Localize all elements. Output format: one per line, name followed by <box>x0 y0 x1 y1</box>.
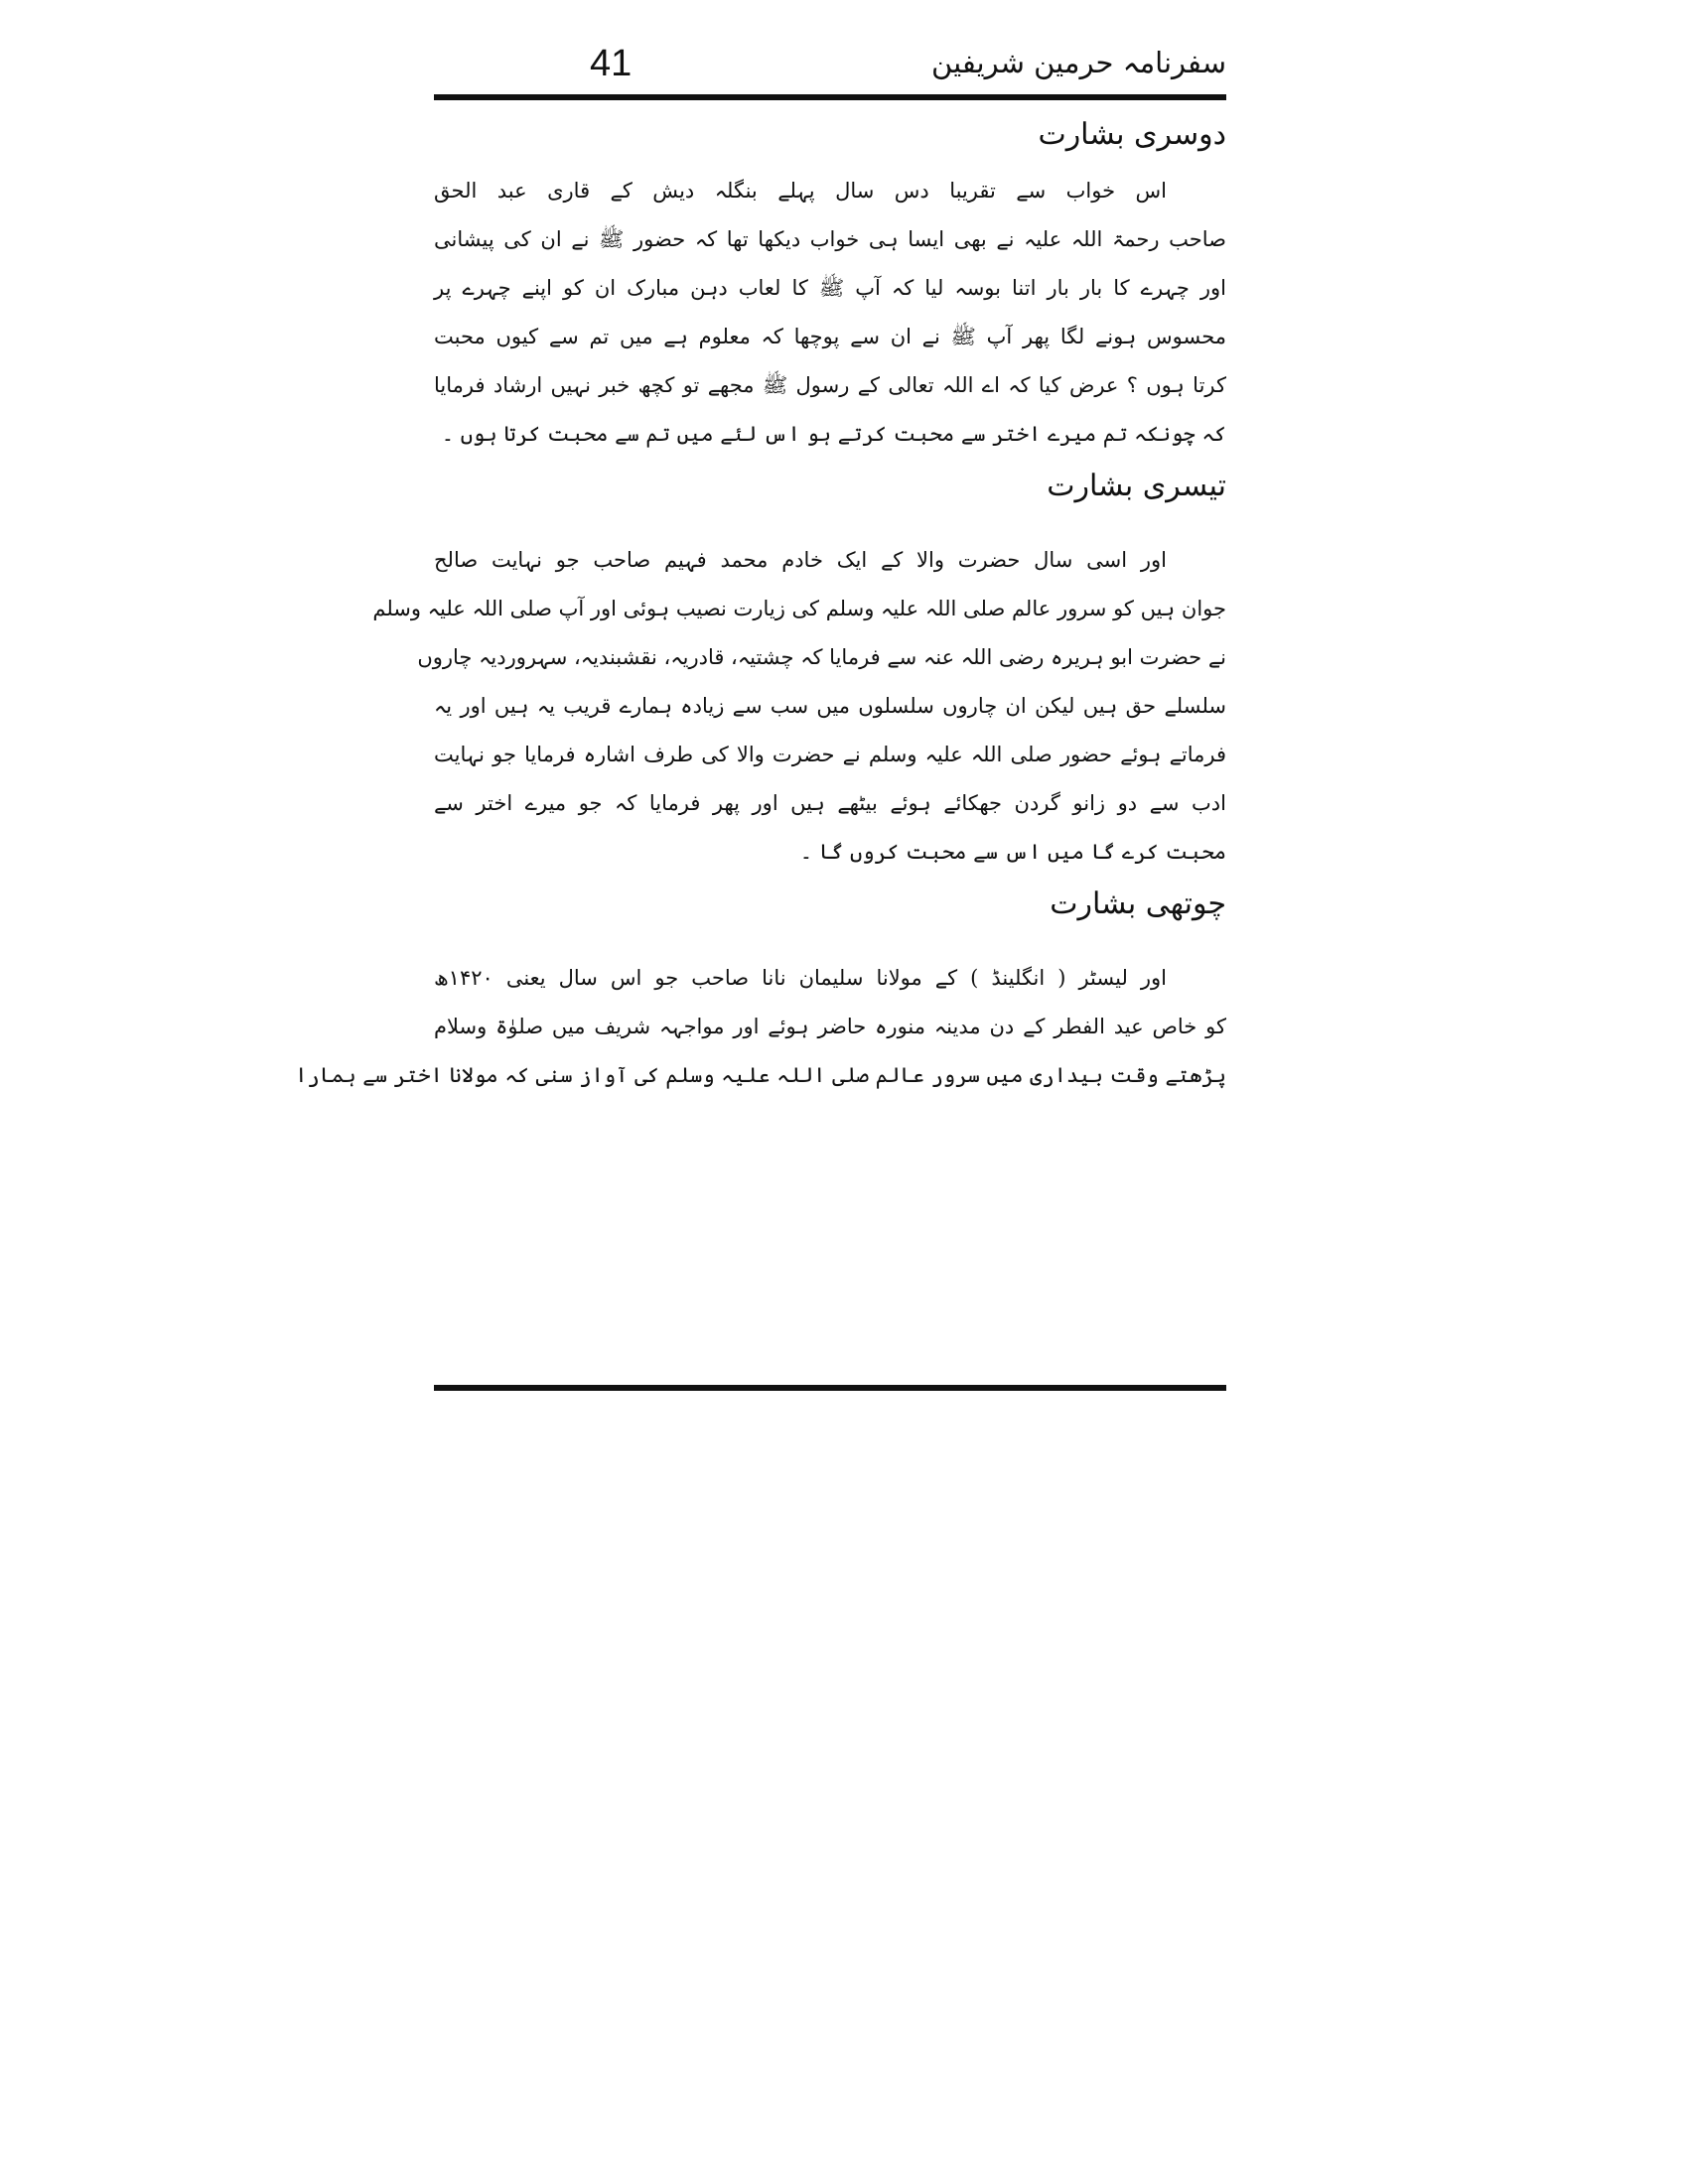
section-heading: چوتھی بشارت <box>1050 887 1226 921</box>
section-third-glad-tiding <box>372 459 1226 877</box>
section-paragraph <box>372 536 1226 877</box>
paragraph-line: کرتا ہوں ؟ عرض کیا کہ اے اللہ تعالی کے رسول ﷺ مجھے تو کچھ خبر نہیں ارشاد فرمایا <box>434 373 1226 397</box>
page-body <box>295 107 1226 1378</box>
paragraph-line: صاحب رحمۃ اللہ علیہ نے بھی ایسا ہی خواب دیکھا تھا کہ حضور ﷺ نے ان کی پیشانی <box>434 227 1226 251</box>
paragraph-line: فرماتے ہوئے حضور صلی اللہ علیہ وسلم نے حضرت والا کی طرف اشارہ فرمایا جو نہایت <box>434 743 1226 766</box>
paragraph-line: کو خاص عید الفطر کے دن مدینہ منورہ حاضر ہوئے اور مواجہہ شریف میں صلوٰۃ وسلام <box>434 1015 1226 1038</box>
section-heading: دوسری بشارت <box>1038 117 1226 152</box>
section-second-glad-tiding <box>434 107 1226 459</box>
paragraph-line: اس خواب سے تقریبا دس سال پہلے بنگلہ دیش کے قاری عبد الحق <box>434 179 1167 203</box>
paragraph-line: جوان ہیں کو سرور عالم صلی اللہ علیہ وسلم کی زیارت نصیب ہوئی اور آپ صلی اللہ علیہ وسلم <box>372 597 1226 620</box>
section-heading: تیسری بشارت <box>1047 469 1226 503</box>
page-number: 41 <box>590 43 633 84</box>
header-rule <box>434 94 1226 100</box>
footer-rule <box>434 1385 1226 1391</box>
book-title: سفرنامہ حرمین شریفین <box>931 46 1226 79</box>
paragraph-line: کہ چونکہ تم میرے اختر سے محبت کرتے ہو اس لئے میں تم سے محبت کرتا ہوں ۔ <box>441 422 1226 446</box>
paragraph-line: محسوس ہونے لگا پھر آپ ﷺ نے ان سے پوچھا کہ معلوم ہے میں تم سے کیوں محبت <box>434 325 1226 348</box>
paragraph-line: محبت کرے گا میں اس سے محبت کروں گا ۔ <box>799 840 1226 864</box>
section-fourth-glad-tiding <box>295 877 1226 1100</box>
paragraph-line: اور چہرے کا بار بار اتنا بوسہ لیا کہ آپ ﷺ کا لعاب دہن مبارک ان کو اپنے چہرے پر <box>434 276 1226 300</box>
paragraph-line: اور لیسٹر ( انگلینڈ ) کے مولانا سلیمان نانا صاحب جو اس سال یعنی ۱۴۲۰ھ <box>434 966 1167 990</box>
paragraph-line: پڑھتے وقت بیداری میں سرور عالم صلی اللہ علیہ وسلم کی آواز سنی کہ مولانا اختر سے ہمارا <box>295 1063 1226 1087</box>
section-paragraph <box>434 167 1226 459</box>
paragraph-line: سلسلے حق ہیں لیکن ان چاروں سلسلوں میں سب سے زیادہ ہمارے قریب یہ ہیں اور یہ <box>434 694 1226 718</box>
section-paragraph <box>295 954 1226 1100</box>
paragraph-line: ادب سے دو زانو گردن جھکائے ہوئے بیٹھے ہیں اور پھر فرمایا کہ جو میرے اختر سے <box>434 791 1226 815</box>
paragraph-line: نے حضرت ابو ہریرہ رضی اللہ عنہ سے فرمایا کہ چشتیہ، قادریہ، نقشبندیہ، سہروردیہ چاروں <box>417 645 1226 669</box>
paragraph-line: اور اسی سال حضرت والا کے ایک خادم محمد فہیم صاحب جو نہایت صالح <box>434 548 1167 572</box>
running-header <box>434 40 1226 91</box>
